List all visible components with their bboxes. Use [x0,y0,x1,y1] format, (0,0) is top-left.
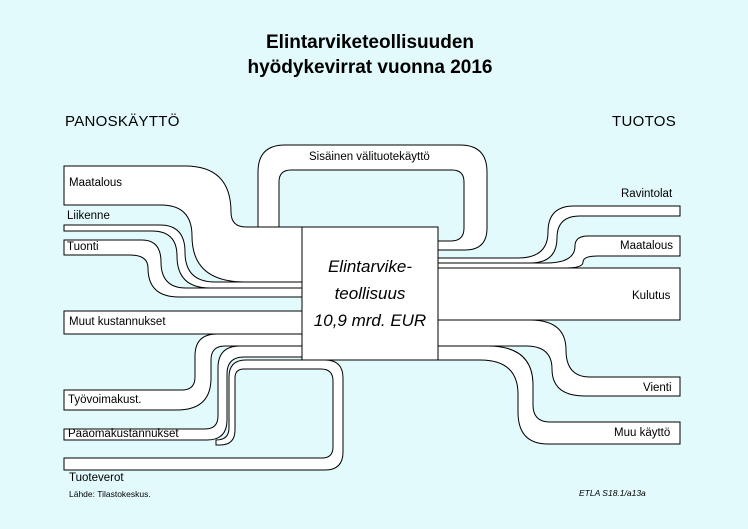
center-box-label [302,227,438,360]
center-line-1: Elintarvike- [327,257,413,276]
source-note: Lähde: Tilastokeskus. [69,489,151,499]
output-label-ravintolat: Ravintolat [621,188,673,200]
title-line-2: hyödykevirrat vuonna 2016 [247,57,493,78]
title-line-1: Elintarviketeollisuuden [266,32,474,53]
output-label-kulutus: Kulutus [632,290,671,302]
input-label-muut: Muut kustannukset [69,316,166,328]
input-label-tyovoima: Työvoimakust. [68,394,142,406]
input-label-paaoma: Pääomakustannukset [68,428,179,440]
input-label-tuoteverot: Tuoteverot [69,472,124,484]
output-label-muu: Muu käyttö [614,427,671,439]
input-label-maatalous: Maatalous [69,177,123,189]
center-line-3: 10,9 mrd. EUR [313,311,427,330]
output-label-vienti: Vienti [643,382,672,394]
figure-code: ETLA S18.1/a13a [579,488,646,498]
inputs-header: PANOSKÄYTTÖ [65,113,180,130]
output-label-maatalous: Maatalous [620,240,674,252]
input-label-liikenne: Liikenne [67,210,110,222]
center-line-2: teollisuus [334,284,406,303]
outputs-header: TUOTOS [612,113,677,130]
loop-label: Sisäinen välituotekäyttö [309,151,430,163]
input-label-tuonti: Tuonti [67,241,99,253]
